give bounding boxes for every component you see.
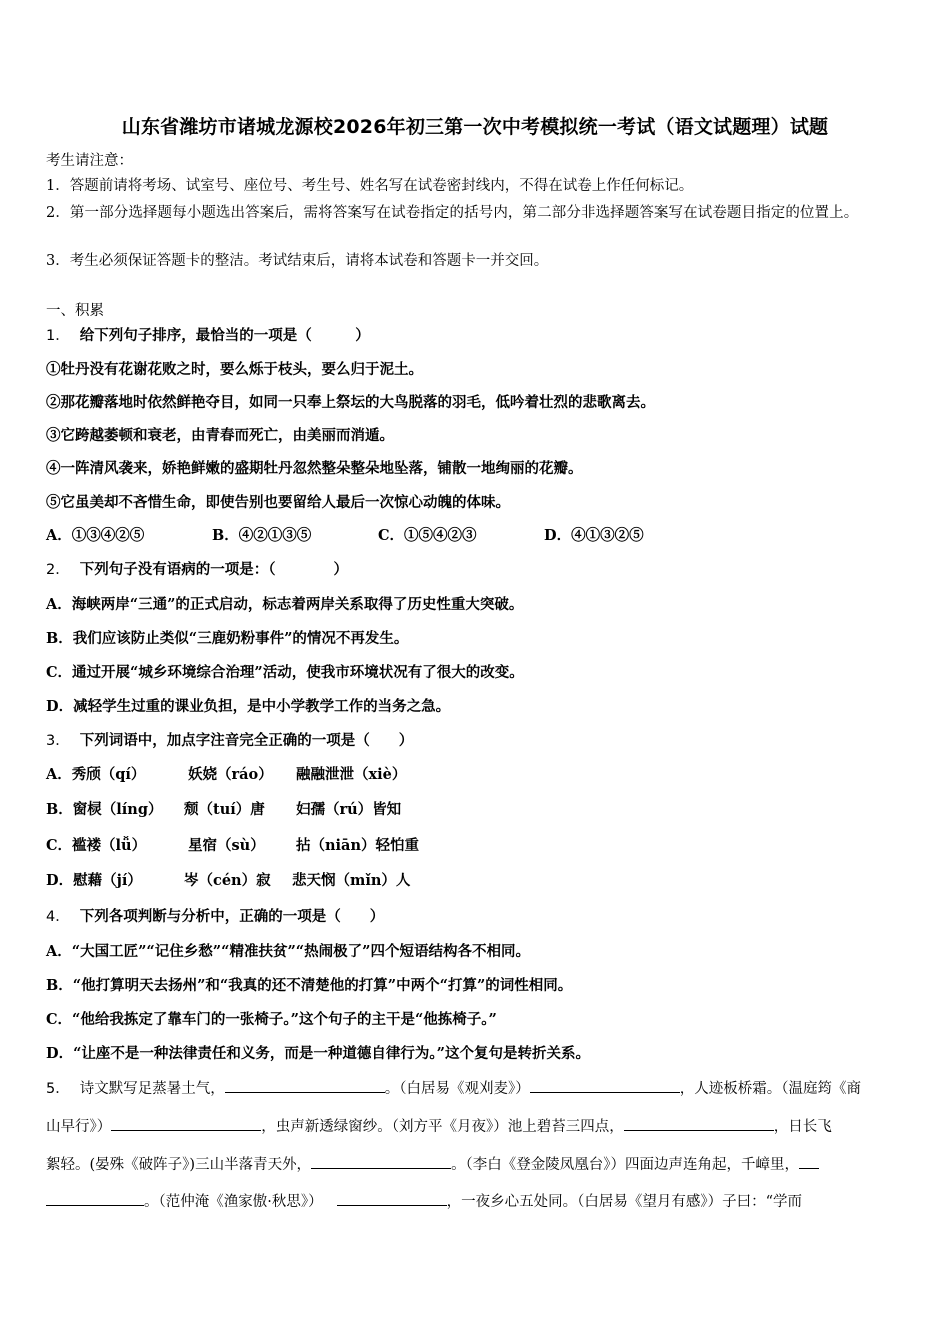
- question-text: 下列词语中，加点字注音完全正确的一项是（ ）: [79, 732, 414, 749]
- q3-word: 岑（cén）寂: [184, 872, 271, 889]
- q1-option-a[interactable]: A．①③④②⑤: [46, 527, 145, 544]
- q3-word: 颓（tuí）唐: [184, 801, 265, 818]
- q1-option-d[interactable]: D．④①③②⑤: [544, 527, 644, 544]
- q3-word: 妇孺（rú）皆知: [296, 801, 402, 818]
- q4-option-b[interactable]: B．“他打算明天去扬州”和“我真的还不清楚他的打算”中两个“打算”的词性相同。: [46, 977, 573, 994]
- question-number: 1．: [46, 328, 70, 344]
- question-1-stem: [46, 326, 906, 346]
- question-5-line-2: [46, 1116, 906, 1137]
- notice-heading: 考生请注意：: [46, 153, 133, 169]
- question-text: 下列句子没有语病的一项是：（ ）: [79, 561, 348, 578]
- question-text: 下列各项判断与分析中，正确的一项是（ ）: [79, 908, 385, 925]
- q1-sentence: ⑤它虽美却不吝惜生命，即使告别也要留给人最后一次惊心动魄的体味。: [46, 494, 510, 511]
- q3-option-c[interactable]: [46, 836, 906, 856]
- q4-option-d[interactable]: D．“让座不是一种法律责任和义务，而是一种道德自律行为。”这个复句是转折关系。: [46, 1045, 591, 1062]
- question-5-line-1: [46, 1078, 906, 1099]
- q1-sentence: ④一阵清风袭来，娇艳鲜嫩的盛期牡丹忽然整朵整朵地坠落，铺散一地绚丽的花瓣。: [46, 460, 583, 477]
- q1-option-b[interactable]: B．④②①③⑤: [212, 527, 312, 544]
- question-5-line-4: [46, 1191, 906, 1212]
- q3-word: D．慰藉（jí）: [46, 872, 142, 889]
- q1-options: [46, 526, 906, 546]
- answer-blank[interactable]: [225, 1078, 385, 1093]
- answer-blank[interactable]: [799, 1154, 819, 1169]
- q2-option-c[interactable]: C．通过开展“城乡环境综合治理”活动，使我市环境状况有了很大的改变。: [46, 664, 524, 681]
- q5-text: 。（白居易《观刈麦》）: [384, 1081, 530, 1097]
- notice-item-1: 1．答题前请将考场、试室号、座位号、考生号、姓名写在试卷密封线内，不得在试卷上作任何标记。: [46, 178, 694, 194]
- q1-sentence: ③它跨越萎顿和衰老，由青春而死亡，由美丽而消遁。: [46, 427, 394, 444]
- q5-text: 。（李白《登金陵凤凰台》）四面边声连角起，千嶂里，: [451, 1157, 800, 1173]
- notice-item-3: 3．考生必须保证答题卡的整洁。考试结束后，请将本试卷和答题卡一并交回。: [46, 253, 549, 269]
- q1-sentence: ①牡丹没有花谢花败之时，要么烁于枝头，要么归于泥土。: [46, 361, 423, 378]
- answer-blank[interactable]: [624, 1116, 774, 1131]
- q5-text: 。（范仲淹《渔家傲·秋思》）: [144, 1194, 323, 1210]
- q5-text: ，一夜乡心五处同。（白居易《望月有感》）子曰：“学而: [446, 1194, 803, 1210]
- question-3-stem: [46, 731, 906, 751]
- q4-option-c[interactable]: C．“他给我拣定了靠车门的一张椅子。”这个句子的主干是“他拣椅子。”: [46, 1011, 497, 1028]
- question-number: 5．: [46, 1081, 70, 1097]
- q3-word: 融融泄泄（xiè）: [296, 766, 407, 783]
- q4-option-a[interactable]: A．“大国工匠”“记住乡愁”“精准扶贫”“热闹极了”四个短语结构各不相同。: [46, 943, 530, 960]
- q3-word: 星宿（sù）: [188, 837, 265, 854]
- q5-text: ，虫声新透绿窗纱。（刘方平《月夜》）池上碧苔三四点，: [261, 1119, 624, 1135]
- q3-word: 妖娆（ráo）: [188, 766, 273, 783]
- question-4-stem: [46, 907, 906, 927]
- q3-option-a[interactable]: [46, 765, 906, 785]
- q1-sentence: ②那花瓣落地时依然鲜艳夺目，如同一只奉上祭坛的大鸟脱落的羽毛，低吟着壮烈的悲歌离去。: [46, 394, 655, 411]
- q3-word: B．窗棂（líng）: [46, 801, 163, 818]
- answer-blank[interactable]: [337, 1191, 447, 1206]
- question-number: 2．: [46, 562, 70, 578]
- q5-text: 山早行》）: [46, 1119, 112, 1135]
- q3-option-d[interactable]: [46, 871, 906, 891]
- question-5-line-3: [46, 1154, 906, 1175]
- q3-word: 悲天悯（mǐn）人: [292, 872, 411, 889]
- q3-word: A．秀颀（qí）: [46, 766, 146, 783]
- q5-text: 诗文默写足蒸暑土气，: [79, 1081, 225, 1097]
- answer-blank[interactable]: [111, 1116, 261, 1131]
- q3-word: 拈（niān）轻怕重: [296, 837, 419, 854]
- q5-text: ，人迹板桥霜。（温庭筠《商: [679, 1081, 861, 1097]
- answer-blank[interactable]: [530, 1078, 680, 1093]
- question-text: 给下列句子排序，最恰当的一项是（ ）: [79, 327, 370, 344]
- q5-text: 絮轻。(晏殊《破阵子》)三山半落青天外，: [46, 1157, 312, 1173]
- q2-option-a[interactable]: A．海峡两岸“三通”的正式启动，标志着两岸关系取得了历史性重大突破。: [46, 596, 524, 613]
- question-2-stem: [46, 560, 906, 580]
- q3-word: C．褴褛（lǚ）: [46, 837, 147, 854]
- q3-option-b[interactable]: [46, 800, 906, 820]
- notice-item-2: 2．第一部分选择题每小题选出答案后，需将答案写在试卷指定的括号内，第二部分非选择题答案写在试卷题目指定的位置上。: [46, 205, 859, 221]
- q1-option-c[interactable]: C．①⑤④②③: [378, 527, 477, 544]
- q2-option-b[interactable]: B．我们应该防止类似“三鹿奶粉事件”的情况不再发生。: [46, 630, 409, 647]
- page-title: 山东省潍坊市诸城龙源校2026年初三第一次中考模拟统一考试（语文试题理）试题: [121, 116, 829, 138]
- q5-text: ，日长飞: [773, 1119, 832, 1135]
- question-number: 4．: [46, 909, 70, 925]
- question-number: 3．: [46, 733, 70, 749]
- answer-blank[interactable]: [46, 1191, 144, 1206]
- answer-blank[interactable]: [311, 1154, 451, 1169]
- q2-option-d[interactable]: D．减轻学生过重的课业负担，是中小学教学工作的当务之急。: [46, 698, 451, 715]
- section-heading: 一、积累: [46, 303, 104, 319]
